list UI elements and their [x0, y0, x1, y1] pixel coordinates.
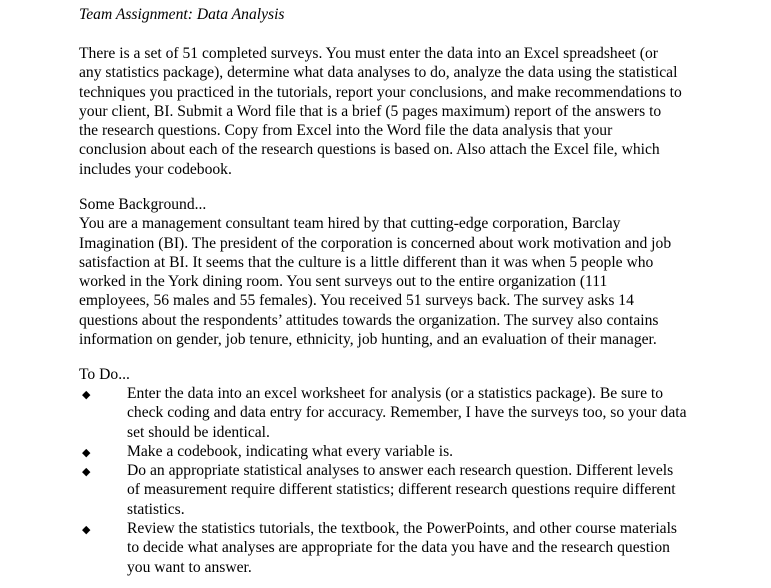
document-title: Team Assignment: Data Analysis	[79, 6, 285, 23]
diamond-bullet-icon: ◆	[82, 445, 91, 459]
list-item-line: check coding and data entry for accuracy. Remember, I have the surveys too, so your data	[127, 404, 687, 422]
background-line: Imagination (BI). The president of the corporation is concerned about work motivation and job	[79, 234, 672, 252]
intro-line: There is a set of 51 completed surveys. You must enter the data into an Excel spreadsheet (or	[79, 45, 658, 62]
background-line: questions about the respondents’ attitudes towards the organization. The survey also contains	[79, 311, 659, 329]
list-item	[79, 442, 719, 461]
background-line: employees, 56 males and 55 females). You received 51 surveys back. The survey asks 14	[79, 292, 634, 310]
list-item-line: Do an appropriate statistical analyses to answer each research question. Different levels	[127, 462, 674, 480]
list-item-line: Enter the data into an excel worksheet for analysis (or a statistics package). Be sure to	[127, 385, 664, 402]
list-item	[79, 519, 719, 577]
background-line: worked in the York dining room. You sent surveys out to the entire organization (111	[79, 273, 608, 291]
todo-heading: To Do...	[79, 366, 130, 383]
intro-paragraph	[79, 44, 719, 179]
background-section	[79, 195, 719, 349]
background-heading: Some Background...	[79, 196, 207, 213]
list-item-line: Make a codebook, indicating what every variable is.	[127, 442, 454, 460]
background-line: satisfaction at BI. It seems that the culture is a little different than it was when 5 people who	[79, 253, 654, 271]
todo-list	[79, 384, 719, 577]
list-item-line: to decide what analyses are appropriate for the data you have and the research question	[127, 539, 670, 557]
background-line: information on gender, job tenure, ethnicity, job hunting, and an evaluation of their manager.	[79, 331, 657, 349]
list-item-line: statistics.	[127, 500, 185, 518]
diamond-bullet-icon: ◆	[82, 465, 91, 479]
list-item-line: Review the statistics tutorials, the textbook, the PowerPoints, and other course materials	[127, 520, 677, 538]
list-item-line: you want to answer.	[127, 558, 252, 576]
list-item	[79, 384, 719, 442]
intro-line: includes your codebook.	[79, 160, 232, 178]
todo-heading-block	[79, 365, 719, 384]
intro-line: the research questions. Copy from Excel into the Word file the data analysis that your	[79, 122, 613, 140]
intro-line: conclusion about each of the research questions is based on. Also attach the Excel file, which	[79, 141, 660, 159]
background-line: You are a management consultant team hired by that cutting-edge corporation, Barclay	[79, 215, 621, 233]
list-item	[79, 461, 719, 519]
list-item-line: of measurement require different statistics; different research questions require different	[127, 481, 676, 499]
list-item-line: set should be identical.	[127, 423, 270, 441]
intro-line: any statistics package), determine what data analyses to do, analyze the data using the statistical	[79, 64, 678, 82]
intro-line: techniques you practiced in the tutorials, report your conclusions, and make recommendations to	[79, 83, 682, 101]
diamond-bullet-icon: ◆	[82, 388, 91, 401]
diamond-bullet-icon: ◆	[82, 523, 91, 537]
intro-line: your client, BI. Submit a Word file that is a brief (5 pages maximum) report of the answers to	[79, 102, 662, 120]
